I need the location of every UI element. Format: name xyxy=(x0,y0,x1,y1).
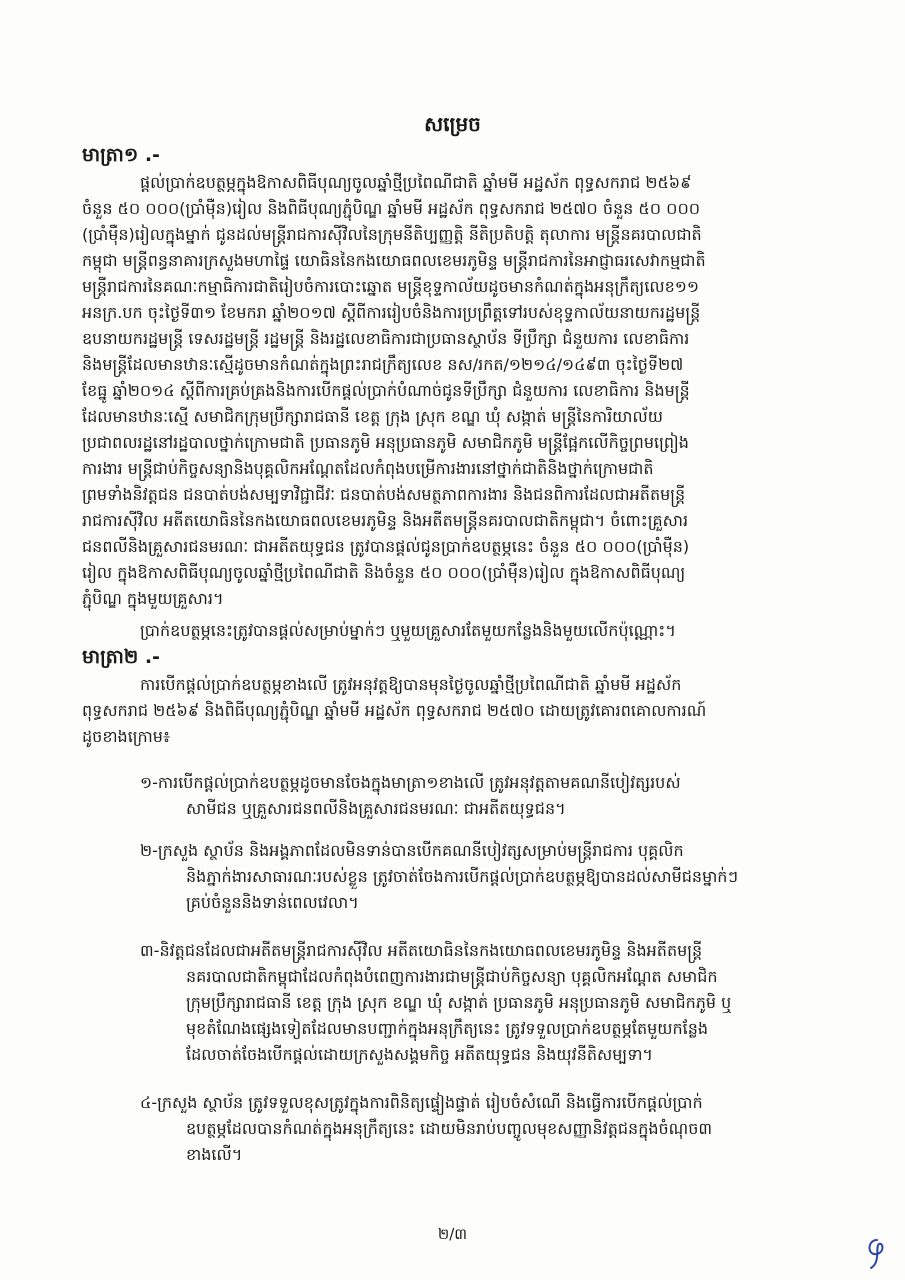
article-2-intro xyxy=(82,672,822,750)
article-2-item-4 xyxy=(140,1090,820,1168)
text-line: ការបើកផ្តល់ប្រាក់ឧបត្ថម្ភខាងលើ ត្រូវអនុវត្តឱ្យបានមុនថ្ងៃចូលឆ្នាំថ្មីប្រពៃណីជាតិ ឆ្នាំមមី អដ្ឋស័ក xyxy=(140,675,682,694)
article-2-heading: មាត្រា២ .- xyxy=(82,646,160,668)
initial-signature-icon xyxy=(861,1236,893,1272)
text-line: មន្ត្រីរាជការនៃគណៈកម្មាធិការជាតិរៀបចំការបោះឆ្នោត មន្ត្រីខុទ្ទកាល័យដូចមានកំណត់ក្នុងអនុក្រឹត្យលេខ១១ xyxy=(82,277,699,296)
text-line: ដែលចាត់ចែងបើកផ្តល់ដោយក្រសួងសង្គមកិច្ច អតីតយុទ្ធជន និងយុវនីតិសម្បទា។ xyxy=(186,1045,653,1064)
article-1-heading: មាត្រា១ .- xyxy=(82,144,160,166)
article-2-item-1 xyxy=(140,770,820,822)
article-1-paragraph-1 xyxy=(82,170,822,612)
text-line: ប្រជាពលរដ្ឋនៅរដ្ឋបាលថ្នាក់ក្រោមជាតិ ប្រធានភូមិ អនុប្រធានភូមិ សមាជិកភូមិ មន្ត្រីផ្អែកលើកិច្ចព្រមព្រៀង xyxy=(82,433,689,452)
text-line: មុខតំណែងផ្សេងទៀតដែលមានបញ្ជាក់ក្នុងអនុក្រឹត្យនេះ ត្រូវទទួលប្រាក់ឧបត្ថម្ភតែមួយកន្លែង xyxy=(186,1019,709,1038)
article-1-paragraph-2 xyxy=(82,618,822,644)
text-line: ដូចខាងក្រោម៖ xyxy=(82,727,170,746)
text-line: ខាងលើ។ xyxy=(186,1145,243,1164)
text-line: ការងារ មន្ត្រីជាប់កិច្ចសន្យានិងបុគ្គលិកអណ្តែតដែលកំពុងបម្រើការងារនៅថ្នាក់ជាតិនិងថ្នាក់ក្រោមជាតិ xyxy=(82,459,654,478)
text-line: ៣-និវត្តជនដែលជាអតីតមន្ត្រីរាជការស៊ីវិល អតីតយោធិននៃកងយោធពលខេមរភូមិន្ទ និងអតីតមន្ត្រី xyxy=(140,941,703,960)
text-line: ២-ក្រសួង ស្ថាប័ន និងអង្គភាពដែលមិនទាន់បានបើកគណនីបៀវត្សសម្រាប់មន្ត្រីរាជការ បុគ្គលិក xyxy=(140,841,684,860)
text-line: ជនពលីនិងគ្រួសារជនមរណៈ ជាអតីតយុទ្ធជន ត្រូវបានផ្តល់ជូនប្រាក់ឧបត្ថម្ភនេះ ចំនួន ៥០ ០០០(ប្រាំម៉ឺន) xyxy=(82,537,690,556)
text-line: និងភ្នាក់ងារសាធារណៈរបស់ខ្លួន ត្រូវចាត់ចែងការបើកផ្តល់ប្រាក់ឧបត្ថម្ភឱ្យបានដល់សាមីជនម្នាក់ៗ xyxy=(186,867,738,886)
text-line: ចំនួន ៥០ ០០០(ប្រាំម៉ឺន)រៀល និងពិធីបុណ្យភ្ជុំបិណ្ឌ ឆ្នាំមមី អដ្ឋស័ក ពុទ្ធសករាជ ២៥៧០ ចំនួន ៥០ ០០០ xyxy=(82,199,701,218)
text-line: គ្រប់ចំនួននិងទាន់ពេលវេលា។ xyxy=(186,893,359,912)
text-line: ឧបនាយករដ្ឋមន្ត្រី ទេសរដ្ឋមន្ត្រី រដ្ឋមន្ត្រី និងរដ្ឋលេខាធិការជាប្រធានស្ថាប័ន ទីប្រឹក្សា ជំនួយការ លេខាធិការ xyxy=(82,329,690,348)
text-line: ផ្តល់ប្រាក់ឧបត្ថម្ភក្នុងឱកាសពិធីបុណ្យចូលឆ្នាំថ្មីប្រពៃណីជាតិ ឆ្នាំមមី អដ្ឋស័ក ពុទ្ធសករាជ ២៥៦៩ xyxy=(140,173,692,192)
text-line: ប្រាក់ឧបត្ថម្ភនេះត្រូវបានផ្តល់សម្រាប់ម្នាក់ៗ ឬមួយគ្រួសារតែមួយកន្លែងនិងមួយលើកប៉ុណ្ណោះ។ xyxy=(140,621,676,640)
text-line: ពុទ្ធសករាជ ២៥៦៩ និងពិធីបុណ្យភ្ជុំបិណ្ឌ ឆ្នាំមមី អដ្ឋស័ក ពុទ្ធសករាជ ២៥៧០ ដោយត្រូវគោរពគោលការណ៍ xyxy=(82,701,707,720)
text-line: អនក្រ.បក ចុះថ្ងៃទី៣១ ខែមករា ឆ្នាំ២០១៧ ស្តីពីការរៀបចំនិងការប្រព្រឹត្តទៅរបស់ខុទ្ទកាល័យនាយករដ្ឋមន្ត្រី xyxy=(82,303,701,322)
text-line: ខែធ្នូ ឆ្នាំ២០១៤ ស្តីពីការគ្រប់គ្រងនិងការបើកផ្តល់ប្រាក់បំណាច់ជូនទីប្រឹក្សា ជំនួយការ លេខាធិការ និងមន្ត្រី xyxy=(82,381,690,400)
text-line: ព្រមទាំងនិវត្តជន ជនបាត់បង់សម្បទាវិជ្ជាជីវៈ ជនបាត់បង់សមត្ថភាពការងារ និងជនពិការដែលជាអតីតមន្ត្រី xyxy=(82,485,686,504)
text-line: ដែលមានឋានៈស្មើ សមាជិកក្រុមប្រឹក្សារាជធានី ខេត្ត ក្រុង ស្រុក ខណ្ឌ ឃុំ សង្កាត់ មន្ត្រីនៃការិយាល័យ xyxy=(82,407,663,426)
text-line: ភ្ជុំបិណ្ឌ ក្នុងមួយគ្រួសារ។ xyxy=(82,589,224,608)
text-line: ក្រុមប្រឹក្សារាជធានី ខេត្ត ក្រុង ស្រុក ខណ្ឌ ឃុំ សង្កាត់ ប្រធានភូមិ អនុប្រធានភូមិ សមាជិកភូមិ ឬ xyxy=(186,993,732,1012)
article-2-item-2 xyxy=(140,838,820,916)
text-line: រាជការស៊ីវិល អតីតយោធិននៃកងយោធពលខេមរភូមិន្ទ និងអតីតមន្ត្រីនគរបាលជាតិកម្ពុជា។ ចំពោះគ្រួសារ xyxy=(82,511,689,530)
page-number: ២/៣ xyxy=(437,1225,468,1243)
text-line: នគរបាលជាតិកម្ពុជាដែលកំពុងបំពេញការងារជាមន្ត្រីជាប់កិច្ចសន្យា បុគ្គលិកអណ្តែត សមាជិក xyxy=(186,967,718,986)
text-line: កម្ពុជា មន្ត្រីពន្ធនាគារក្រសួងមហាផ្ទៃ យោធិននៃកងយោធពលខេមរភូមិន្ទ មន្ត្រីរាជការនៃអាជ្ញាធរសេវាកម្មជាតិ xyxy=(82,251,706,270)
text-line: ១-ការបើកផ្តល់ប្រាក់ឧបត្ថម្ភដូចមានចែងក្នុងមាត្រា១ខាងលើ ត្រូវអនុវត្តតាមគណនីបៀវត្សរបស់ xyxy=(140,773,681,792)
article-2-item-3 xyxy=(140,938,820,1068)
text-line: រៀល ក្នុងឱកាសពិធីបុណ្យចូលឆ្នាំថ្មីប្រពៃណីជាតិ និងចំនួន ៥០ ០០០(ប្រាំម៉ឺន)រៀល ក្នុងឱកាសពិធីបុណ្យ xyxy=(82,563,686,582)
text-line: សាមីជន ឬគ្រួសារជនពលីនិងគ្រួសារជនមរណៈ ជាអតីតយុទ្ធជន។ xyxy=(186,799,566,818)
text-line: និងមន្ត្រីដែលមានឋានៈស្មើដូចមានកំណត់ក្នុងព្រះរាជក្រឹត្យលេខ នស/រកត/១២១៤/១៤៩៣ ចុះថ្ងៃទី២៧ xyxy=(82,355,684,374)
text-line: ៤-ក្រសួង ស្ថាប័ន ត្រូវទទួលខុសត្រូវក្នុងការពិនិត្យផ្ទៀងផ្ទាត់ រៀបចំសំណើ និងធ្វើការបើកផ្តល់ប្រាក់ xyxy=(140,1093,703,1112)
decision-title: សម្រេច xyxy=(424,112,481,136)
text-line: ឧបត្ថម្ភដែលបានកំណត់ក្នុងអនុក្រឹត្យនេះ ដោយមិនរាប់បញ្ចូលមុខសញ្ញានិវត្តជនក្នុងចំណុច៣ xyxy=(186,1119,713,1138)
text-line: (ប្រាំម៉ឺន)រៀលក្នុងម្នាក់ ជូនដល់មន្ត្រីរាជការស៊ីវិលនៃក្រុមនីតិប្បញ្ញត្តិ នីតិប្រតិបត្តិ តុលាការ មន្ត្រីនគរបាលជាតិ xyxy=(82,225,702,244)
